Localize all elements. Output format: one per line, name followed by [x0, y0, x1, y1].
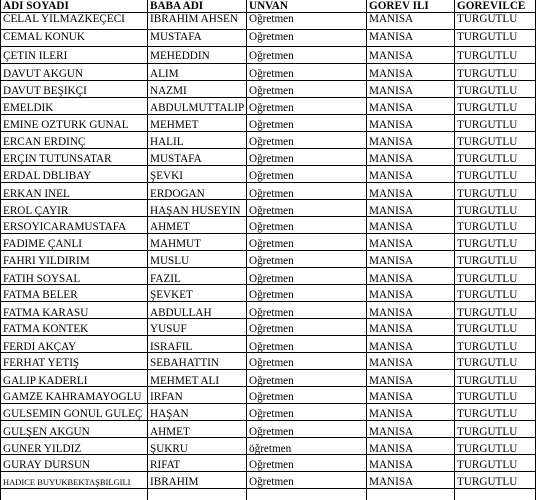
cell-province: MANISA: [369, 357, 414, 369]
cell-province: MANISA: [369, 391, 414, 403]
cell-district: TURGUTLU: [457, 307, 518, 319]
cell-name: GULŞEN AKGUN: [3, 426, 90, 438]
cell-name: ERCAN ERDINÇ: [3, 136, 86, 148]
cell-province: MANISA: [369, 289, 414, 301]
cell-title: Oğretmen: [249, 273, 294, 285]
cell-district: TURGUTLU: [457, 50, 518, 62]
cell-district: TURGUTLU: [457, 85, 518, 97]
row-divider: [0, 148, 536, 149]
cell-title: Oğretmen: [249, 136, 294, 148]
cell-father-name: MEHMET: [150, 119, 199, 131]
cell-name: FATMA KONTEK: [3, 323, 89, 335]
cell-province: MANISA: [369, 188, 414, 200]
cell-title: Oğretmen: [249, 238, 294, 250]
header-province: GOREV ILI: [369, 0, 429, 12]
cell-title: Oğretmen: [249, 188, 294, 200]
row-divider: [0, 97, 536, 98]
cell-father-name: SEBAHATTIN: [150, 357, 219, 369]
row-divider: [0, 233, 536, 234]
cell-district: TURGUTLU: [457, 102, 518, 114]
cell-title: Oğretmen: [249, 307, 294, 319]
row-divider: [0, 250, 536, 251]
cell-father-name: YUSUF: [150, 323, 187, 335]
cell-name: FATMA KARASU: [3, 307, 89, 319]
cell-father-name: ERDOGAN: [150, 188, 205, 200]
cell-district: TURGUTLU: [457, 426, 518, 438]
cell-name: FATMA BELER: [3, 289, 78, 301]
row-divider: [0, 46, 536, 47]
cell-district: TURGUTLU: [457, 238, 518, 250]
cell-name: GULSEMIN GONUL GULEÇ: [3, 408, 143, 420]
cell-district: TURGUTLU: [457, 289, 518, 301]
cell-title: Oğretmen: [249, 357, 294, 369]
cell-district: TURGUTLU: [457, 136, 518, 148]
row-divider: [0, 165, 536, 166]
cell-province: MANISA: [369, 476, 414, 488]
row-divider: [0, 335, 536, 336]
cell-name: GALIP KADERLI: [3, 375, 88, 387]
cell-district: TURGUTLU: [457, 443, 518, 455]
cell-province: MANISA: [369, 119, 414, 131]
cell-father-name: AHMET: [150, 426, 190, 438]
cell-title: Oğretmen: [249, 408, 294, 420]
cell-father-name: MEHEDDIN: [150, 50, 210, 62]
cell-name: CEMAL KONUK: [3, 31, 85, 43]
cell-name: FADIME ÇANLI: [3, 238, 83, 250]
cell-title: Oğretmen: [249, 391, 294, 403]
cell-name: GUNER YILDIZ: [3, 443, 82, 455]
row-divider: [0, 63, 536, 64]
cell-title: Oğretmen: [249, 476, 294, 488]
cell-father-name: IRFAN: [150, 391, 183, 403]
cell-name: ERDAL DBLIBAY: [3, 170, 92, 182]
cell-province: MANISA: [369, 102, 414, 114]
cell-province: MANISA: [369, 408, 414, 420]
cell-father-name: HAŞAN: [150, 408, 189, 420]
cell-title: Oğretmen: [249, 426, 294, 438]
cell-title: öğretmen: [249, 443, 292, 455]
cell-province: MANISA: [369, 13, 414, 25]
cell-district: TURGUTLU: [457, 13, 518, 25]
row-divider: [0, 29, 536, 30]
cell-name: FERDI AKÇAY: [3, 341, 77, 353]
cell-province: MANISA: [369, 170, 414, 182]
cell-district: TURGUTLU: [457, 341, 518, 353]
cell-father-name: IBRAHIM: [150, 476, 199, 488]
cell-province: MANISA: [369, 323, 414, 335]
cell-father-name: ALIM: [150, 68, 179, 80]
cell-title: Oğretmen: [249, 205, 294, 217]
cell-title: Oğretmen: [249, 85, 294, 97]
cell-father-name: HAŞAN HUSEYIN: [150, 205, 241, 217]
cell-name: EMINE OZTURK GUNAL: [3, 119, 129, 131]
cell-province: MANISA: [369, 136, 414, 148]
cell-name: CELAL YILMAZKEÇECI: [3, 13, 125, 25]
cell-father-name: ABDULMUTTALIP: [150, 102, 245, 114]
cell-name: GAMZE KAHRAMAYOGLU: [3, 391, 142, 403]
cell-province: MANISA: [369, 273, 414, 285]
cell-title: Oğretmen: [249, 31, 294, 43]
cell-title: Oğretmen: [249, 170, 294, 182]
row-divider: [0, 267, 536, 268]
header-district: GOREVILCE: [457, 0, 526, 12]
cell-district: TURGUTLU: [457, 205, 518, 217]
cell-province: MANISA: [369, 443, 414, 455]
cell-province: MANISA: [369, 50, 414, 62]
header-name: ADI SOYADI: [3, 0, 69, 12]
cell-father-name: MUSLU: [150, 255, 190, 267]
cell-father-name: ISRAFIL: [150, 341, 193, 353]
header-father-name: BABA ADI: [150, 0, 204, 12]
cell-father-name: MEHMET ALI: [150, 375, 220, 387]
cell-name: FAHRI YILDIRIM: [3, 255, 90, 267]
cell-title: Oğretmen: [249, 153, 294, 165]
cell-name: FATIH SOYSAL: [3, 273, 81, 285]
cell-province: MANISA: [369, 341, 414, 353]
cell-name: ERSOYICARAMUSTAFA: [3, 221, 127, 233]
cell-father-name: IBRAHIM AHSEN: [150, 13, 238, 25]
cell-title: Oğretmen: [249, 221, 294, 233]
cell-district: TURGUTLU: [457, 153, 518, 165]
cell-title: Oğretmen: [249, 102, 294, 114]
cell-title: Oğretmen: [249, 289, 294, 301]
row-divider: [0, 369, 536, 370]
cell-district: TURGUTLU: [457, 188, 518, 200]
cell-name: DAVUT BEŞIKÇI: [3, 85, 87, 97]
cell-father-name: AHMET: [150, 221, 190, 233]
cell-title: Oğretmen: [249, 323, 294, 335]
cell-father-name: NAZMI: [150, 85, 187, 97]
row-divider: [0, 182, 536, 183]
cell-province: MANISA: [369, 85, 414, 97]
cell-name: GURAY DURSUN: [3, 459, 91, 471]
cell-district: TURGUTLU: [457, 68, 518, 80]
cell-title: Oğretmen: [249, 375, 294, 387]
header-title: UNVAN: [249, 0, 288, 12]
cell-father-name: ŞUKRU: [150, 443, 188, 455]
cell-province: MANISA: [369, 205, 414, 217]
cell-province: MANISA: [369, 68, 414, 80]
cell-province: MANISA: [369, 375, 414, 387]
cell-father-name: MAHMUT: [150, 238, 201, 250]
cell-province: MANISA: [369, 307, 414, 319]
row-divider: [0, 131, 536, 132]
row-divider: [0, 80, 536, 81]
cell-name: DAVUT AKGUN: [3, 68, 84, 80]
cell-province: MANISA: [369, 238, 414, 250]
cell-name: ÇETIN ILERI: [3, 50, 68, 62]
cell-father-name: HALIL: [150, 136, 184, 148]
cell-province: MANISA: [369, 153, 414, 165]
cell-district: TURGUTLU: [457, 31, 518, 43]
cell-name: FERHAT YETIŞ: [3, 357, 80, 369]
cell-father-name: MUSTAFA: [150, 153, 202, 165]
cell-father-name: ABDULLAH: [150, 307, 212, 319]
row-divider: [0, 301, 536, 302]
cell-district: TURGUTLU: [457, 273, 518, 285]
cell-father-name: MUSTAFA: [150, 31, 202, 43]
row-divider: [0, 420, 536, 421]
row-divider: [0, 114, 536, 115]
cell-name: EROL ÇAYIR: [3, 205, 69, 217]
cell-district: TURGUTLU: [457, 221, 518, 233]
cell-title: Oğretmen: [249, 119, 294, 131]
row-divider: [0, 488, 536, 489]
cell-title: Oğretmen: [249, 68, 294, 80]
cell-father-name: FAZIL: [150, 273, 181, 285]
row-divider: [0, 403, 536, 404]
cell-province: MANISA: [369, 426, 414, 438]
cell-title: Oğretmen: [249, 459, 294, 471]
cell-district: TURGUTLU: [457, 391, 518, 403]
cell-province: MANISA: [369, 255, 414, 267]
cell-district: TURGUTLU: [457, 408, 518, 420]
cell-name: HADICE BUYUKBEKTAŞBILGILI: [3, 477, 131, 487]
cell-district: TURGUTLU: [457, 459, 518, 471]
cell-father-name: RIFAT: [150, 459, 181, 471]
cell-title: Oğretmen: [249, 255, 294, 267]
cell-district: TURGUTLU: [457, 375, 518, 387]
cell-title: Oğretmen: [249, 50, 294, 62]
cell-name: ERÇIN TUTUNSATAR: [3, 153, 112, 165]
cell-province: MANISA: [369, 459, 414, 471]
cell-father-name: ŞEVKI: [150, 170, 183, 182]
cell-district: TURGUTLU: [457, 323, 518, 335]
cell-district: TURGUTLU: [457, 119, 518, 131]
cell-title: Oğretmen: [249, 341, 294, 353]
cell-district: TURGUTLU: [457, 357, 518, 369]
cell-district: TURGUTLU: [457, 255, 518, 267]
cell-title: Oğretmen: [249, 13, 294, 25]
cell-province: MANISA: [369, 31, 414, 43]
cell-father-name: ŞEVKET: [150, 289, 193, 301]
cell-district: TURGUTLU: [457, 476, 518, 488]
cell-name: EMELDIK: [3, 102, 54, 114]
cell-province: MANISA: [369, 221, 414, 233]
cell-district: TURGUTLU: [457, 170, 518, 182]
row-divider: [0, 471, 536, 472]
cell-name: ERKAN INEL: [3, 188, 70, 200]
